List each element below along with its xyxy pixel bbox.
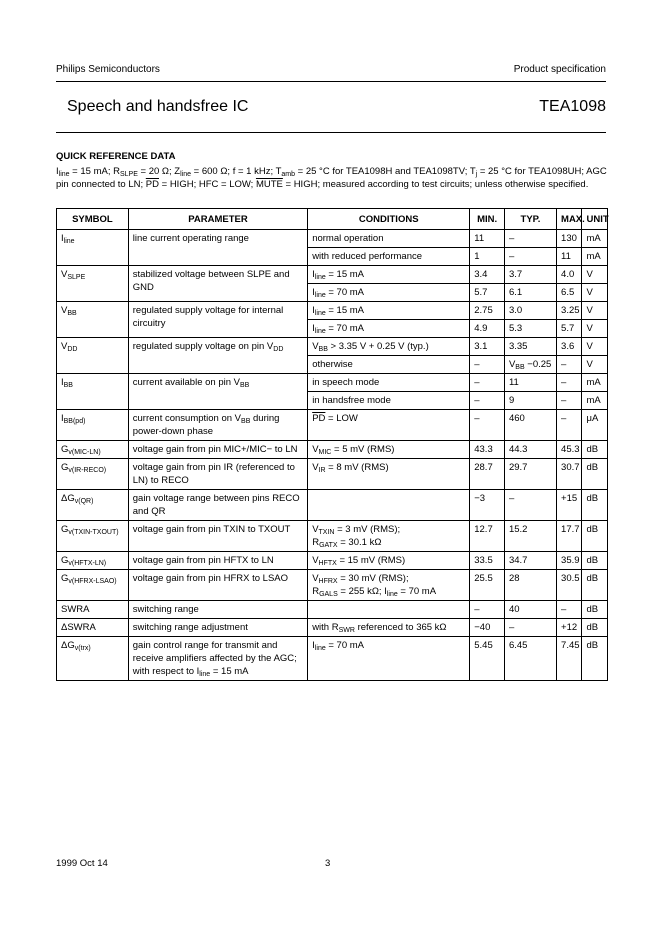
cell-max: 30.7 <box>557 459 582 490</box>
cell-typ: 34.7 <box>504 552 556 570</box>
table-row <box>57 601 608 619</box>
cell-parameter: regulated supply voltage on pin $V_{DD}$ <box>128 338 307 374</box>
cell-typ: 15.2 <box>504 521 556 552</box>
cell-max: 6.5 <box>557 284 582 302</box>
cell-typ: – <box>504 248 556 266</box>
cell-unit: mA <box>582 392 608 410</box>
cell-min: −40 <box>470 619 505 637</box>
cell-symbol: $G_{v(HFTX-LN)}$ <box>57 552 129 570</box>
cell-min: 4.9 <box>470 320 505 338</box>
header-divider <box>56 81 606 82</box>
cell-unit: dB <box>582 459 608 490</box>
cell-typ: – <box>504 619 556 637</box>
page-number: 3 <box>325 858 331 869</box>
cell-max: +15 <box>557 490 582 521</box>
cell-conditions: $V_{HFTX} = 15$ mV (RMS) <box>308 552 470 570</box>
cell-typ: 3.35 <box>504 338 556 356</box>
cell-conditions: $I_{line} = 70$ mA <box>308 637 470 681</box>
cell-symbol: ΔSWRA <box>57 619 129 637</box>
cell-max: 4.0 <box>557 266 582 284</box>
cell-min: 33.5 <box>470 552 505 570</box>
cell-conditions <box>308 490 470 521</box>
cell-typ: 29.7 <box>504 459 556 490</box>
cell-unit: dB <box>582 570 608 601</box>
cell-typ: $V_{BB} -0.25$ <box>504 356 556 374</box>
cell-min: 2.75 <box>470 302 505 320</box>
cell-symbol: SWRA <box>57 601 129 619</box>
cell-symbol: $\Delta G_{v(QR)}$ <box>57 490 129 521</box>
header-symbol: SYMBOL <box>57 209 129 230</box>
table-row <box>57 490 608 521</box>
table-row <box>57 459 608 490</box>
table-row <box>57 410 608 441</box>
cell-typ: 40 <box>504 601 556 619</box>
cell-typ: 3.0 <box>504 302 556 320</box>
document-type: Product specification <box>513 64 606 75</box>
cell-min: 3.1 <box>470 338 505 356</box>
cell-unit: dB <box>582 521 608 552</box>
cell-conditions: $V_{MIC} = 5$ mV (RMS) <box>308 441 470 459</box>
cell-symbol: $V_{BB}$ <box>57 302 129 338</box>
cell-conditions: $V_{BB} > 3.35$ V + 0.25 V (typ.) <box>308 338 470 356</box>
cell-typ: 6.1 <box>504 284 556 302</box>
cell-min: – <box>470 601 505 619</box>
cell-parameter: switching range <box>128 601 307 619</box>
part-number: TEA1098 <box>539 98 606 115</box>
cell-min: 43.3 <box>470 441 505 459</box>
cell-max: 45.3 <box>557 441 582 459</box>
cell-min: 3.4 <box>470 266 505 284</box>
header-typ: TYP. <box>504 209 556 230</box>
cell-conditions: with reduced performance <box>308 248 470 266</box>
cell-max: +12 <box>557 619 582 637</box>
header-unit: UNIT <box>582 209 608 230</box>
table-header-row <box>57 209 608 230</box>
cell-conditions: $I_{line} = 70$ mA <box>308 320 470 338</box>
cell-max: 17.7 <box>557 521 582 552</box>
cell-conditions: in handsfree mode <box>308 392 470 410</box>
cell-unit: mA <box>582 230 608 248</box>
table-row <box>57 441 608 459</box>
cell-unit: V <box>582 302 608 320</box>
cell-unit: V <box>582 266 608 284</box>
cell-max: – <box>557 356 582 374</box>
table-row <box>57 374 608 392</box>
cell-parameter: regulated supply voltage for internal circuitry <box>128 302 307 338</box>
cell-symbol: $I_{BB(pd)}$ <box>57 410 129 441</box>
cell-parameter: voltage gain from pin HFTX to LN <box>128 552 307 570</box>
cell-conditions: $V_{TXIN} = 3$ mV (RMS); $R_{GATX} = 30.1$ kΩ <box>308 521 470 552</box>
cell-parameter: gain voltage range between pins RECO and QR <box>128 490 307 521</box>
cell-min: – <box>470 374 505 392</box>
table-row <box>57 302 608 320</box>
title-divider <box>56 132 606 133</box>
cell-min: 11 <box>470 230 505 248</box>
cell-conditions: $\overline{PD}$ = LOW <box>308 410 470 441</box>
cell-unit: dB <box>582 619 608 637</box>
cell-parameter: line current operating range <box>128 230 307 266</box>
cell-symbol: $\Delta G_{v(trx)}$ <box>57 637 129 681</box>
header-parameter: PARAMETER <box>128 209 307 230</box>
cell-typ: 5.3 <box>504 320 556 338</box>
cell-min: 1 <box>470 248 505 266</box>
cell-typ: 28 <box>504 570 556 601</box>
section-heading: QUICK REFERENCE DATA <box>56 151 176 162</box>
cell-conditions: $V_{HFRX} = 30$ mV (RMS); $R_{GALS} = 255$ kΩ; $I_{line} = 70$ mA <box>308 570 470 601</box>
cell-unit: V <box>582 320 608 338</box>
cell-max: 11 <box>557 248 582 266</box>
cell-typ: – <box>504 490 556 521</box>
table-row <box>57 230 608 248</box>
cell-symbol: $I_{BB}$ <box>57 374 129 410</box>
cell-parameter: current consumption on $V_{BB}$ during power-down phase <box>128 410 307 441</box>
cell-conditions: in speech mode <box>308 374 470 392</box>
cell-max: 5.7 <box>557 320 582 338</box>
cell-typ: 6.45 <box>504 637 556 681</box>
cell-conditions: normal operation <box>308 230 470 248</box>
cell-unit: mA <box>582 374 608 392</box>
document-title: Speech and handsfree IC <box>67 98 249 115</box>
table-row <box>57 266 608 284</box>
cell-min: – <box>470 392 505 410</box>
cell-conditions: $I_{line} = 15$ mA <box>308 266 470 284</box>
intro-conditions: $I_{line} = 15$ mA; $R_{SLPE} = 20$ Ω; $Z_{line} = 600$ Ω; f = 1 kHz; $T_{amb} = 25$ °C for TEA1098H and TEA1098TV; $T_j = 25$ °C for TEA1098UH; AGC pin connected to LN; $\overline{PD}$ = HIGH; HFC = LOW; MUTE = HIGH; measured according to test circuits; unless otherwise specified. <box>56 166 607 190</box>
cell-conditions: $I_{line} = 70$ mA <box>308 284 470 302</box>
cell-unit: dB <box>582 601 608 619</box>
cell-unit: dB <box>582 490 608 521</box>
cell-parameter: voltage gain from pin IR (referenced to LN) to RECO <box>128 459 307 490</box>
cell-min: – <box>470 410 505 441</box>
cell-min: −3 <box>470 490 505 521</box>
cell-typ: 11 <box>504 374 556 392</box>
cell-symbol: $G_{v(TXIN-TXOUT)}$ <box>57 521 129 552</box>
cell-conditions: $I_{line} = 15$ mA <box>308 302 470 320</box>
cell-typ: – <box>504 230 556 248</box>
cell-unit: μA <box>582 410 608 441</box>
cell-conditions: otherwise <box>308 356 470 374</box>
cell-symbol: $G_{v(MIC-LN)}$ <box>57 441 129 459</box>
cell-conditions: $V_{IR} = 8$ mV (RMS) <box>308 459 470 490</box>
cell-typ: 44.3 <box>504 441 556 459</box>
cell-max: 3.6 <box>557 338 582 356</box>
cell-max: 30.5 <box>557 570 582 601</box>
cell-parameter: current available on pin $V_{BB}$ <box>128 374 307 410</box>
cell-max: 35.9 <box>557 552 582 570</box>
cell-parameter: voltage gain from pin MIC+/MIC− to LN <box>128 441 307 459</box>
company-name: Philips Semiconductors <box>56 64 160 75</box>
cell-parameter: voltage gain from pin TXIN to TXOUT <box>128 521 307 552</box>
cell-typ: 9 <box>504 392 556 410</box>
cell-parameter: stabilized voltage between SLPE and GND <box>128 266 307 302</box>
header-conditions: CONDITIONS <box>308 209 470 230</box>
cell-symbol: $G_{v(IR-RECO)}$ <box>57 459 129 490</box>
cell-unit: dB <box>582 637 608 681</box>
cell-conditions <box>308 601 470 619</box>
cell-max: – <box>557 374 582 392</box>
cell-symbol: $V_{SLPE}$ <box>57 266 129 302</box>
cell-parameter: voltage gain from pin HFRX to LSAO <box>128 570 307 601</box>
cell-max: – <box>557 601 582 619</box>
header-min: MIN. <box>470 209 505 230</box>
cell-symbol: $V_{DD}$ <box>57 338 129 374</box>
cell-conditions: with $R_{SWR}$ referenced to 365 kΩ <box>308 619 470 637</box>
cell-unit: V <box>582 284 608 302</box>
cell-typ: 460 <box>504 410 556 441</box>
quick-reference-table <box>56 208 608 681</box>
cell-min: 25.5 <box>470 570 505 601</box>
table-row <box>57 338 608 356</box>
cell-symbol: $I_{line}$ <box>57 230 129 266</box>
cell-unit: dB <box>582 441 608 459</box>
cell-unit: V <box>582 338 608 356</box>
cell-min: – <box>470 356 505 374</box>
footer-date: 1999 Oct 14 <box>56 858 108 869</box>
cell-max: – <box>557 392 582 410</box>
table-row <box>57 619 608 637</box>
cell-max: 3.25 <box>557 302 582 320</box>
table-row <box>57 521 608 552</box>
cell-typ: 3.7 <box>504 266 556 284</box>
cell-min: 12.7 <box>470 521 505 552</box>
table-row <box>57 637 608 681</box>
cell-unit: dB <box>582 552 608 570</box>
cell-min: 5.45 <box>470 637 505 681</box>
cell-max: 130 <box>557 230 582 248</box>
table-row <box>57 570 608 601</box>
cell-min: 28.7 <box>470 459 505 490</box>
header-max: MAX. <box>557 209 582 230</box>
cell-unit: V <box>582 356 608 374</box>
cell-max: – <box>557 410 582 441</box>
cell-symbol: $G_{v(HFRX-LSAO)}$ <box>57 570 129 601</box>
cell-parameter: gain control range for transmit and receive amplifiers affected by the AGC; with respect to $I_{line} = 15$ mA <box>128 637 307 681</box>
cell-min: 5.7 <box>470 284 505 302</box>
table-row <box>57 552 608 570</box>
cell-unit: mA <box>582 248 608 266</box>
cell-parameter: switching range adjustment <box>128 619 307 637</box>
cell-max: 7.45 <box>557 637 582 681</box>
